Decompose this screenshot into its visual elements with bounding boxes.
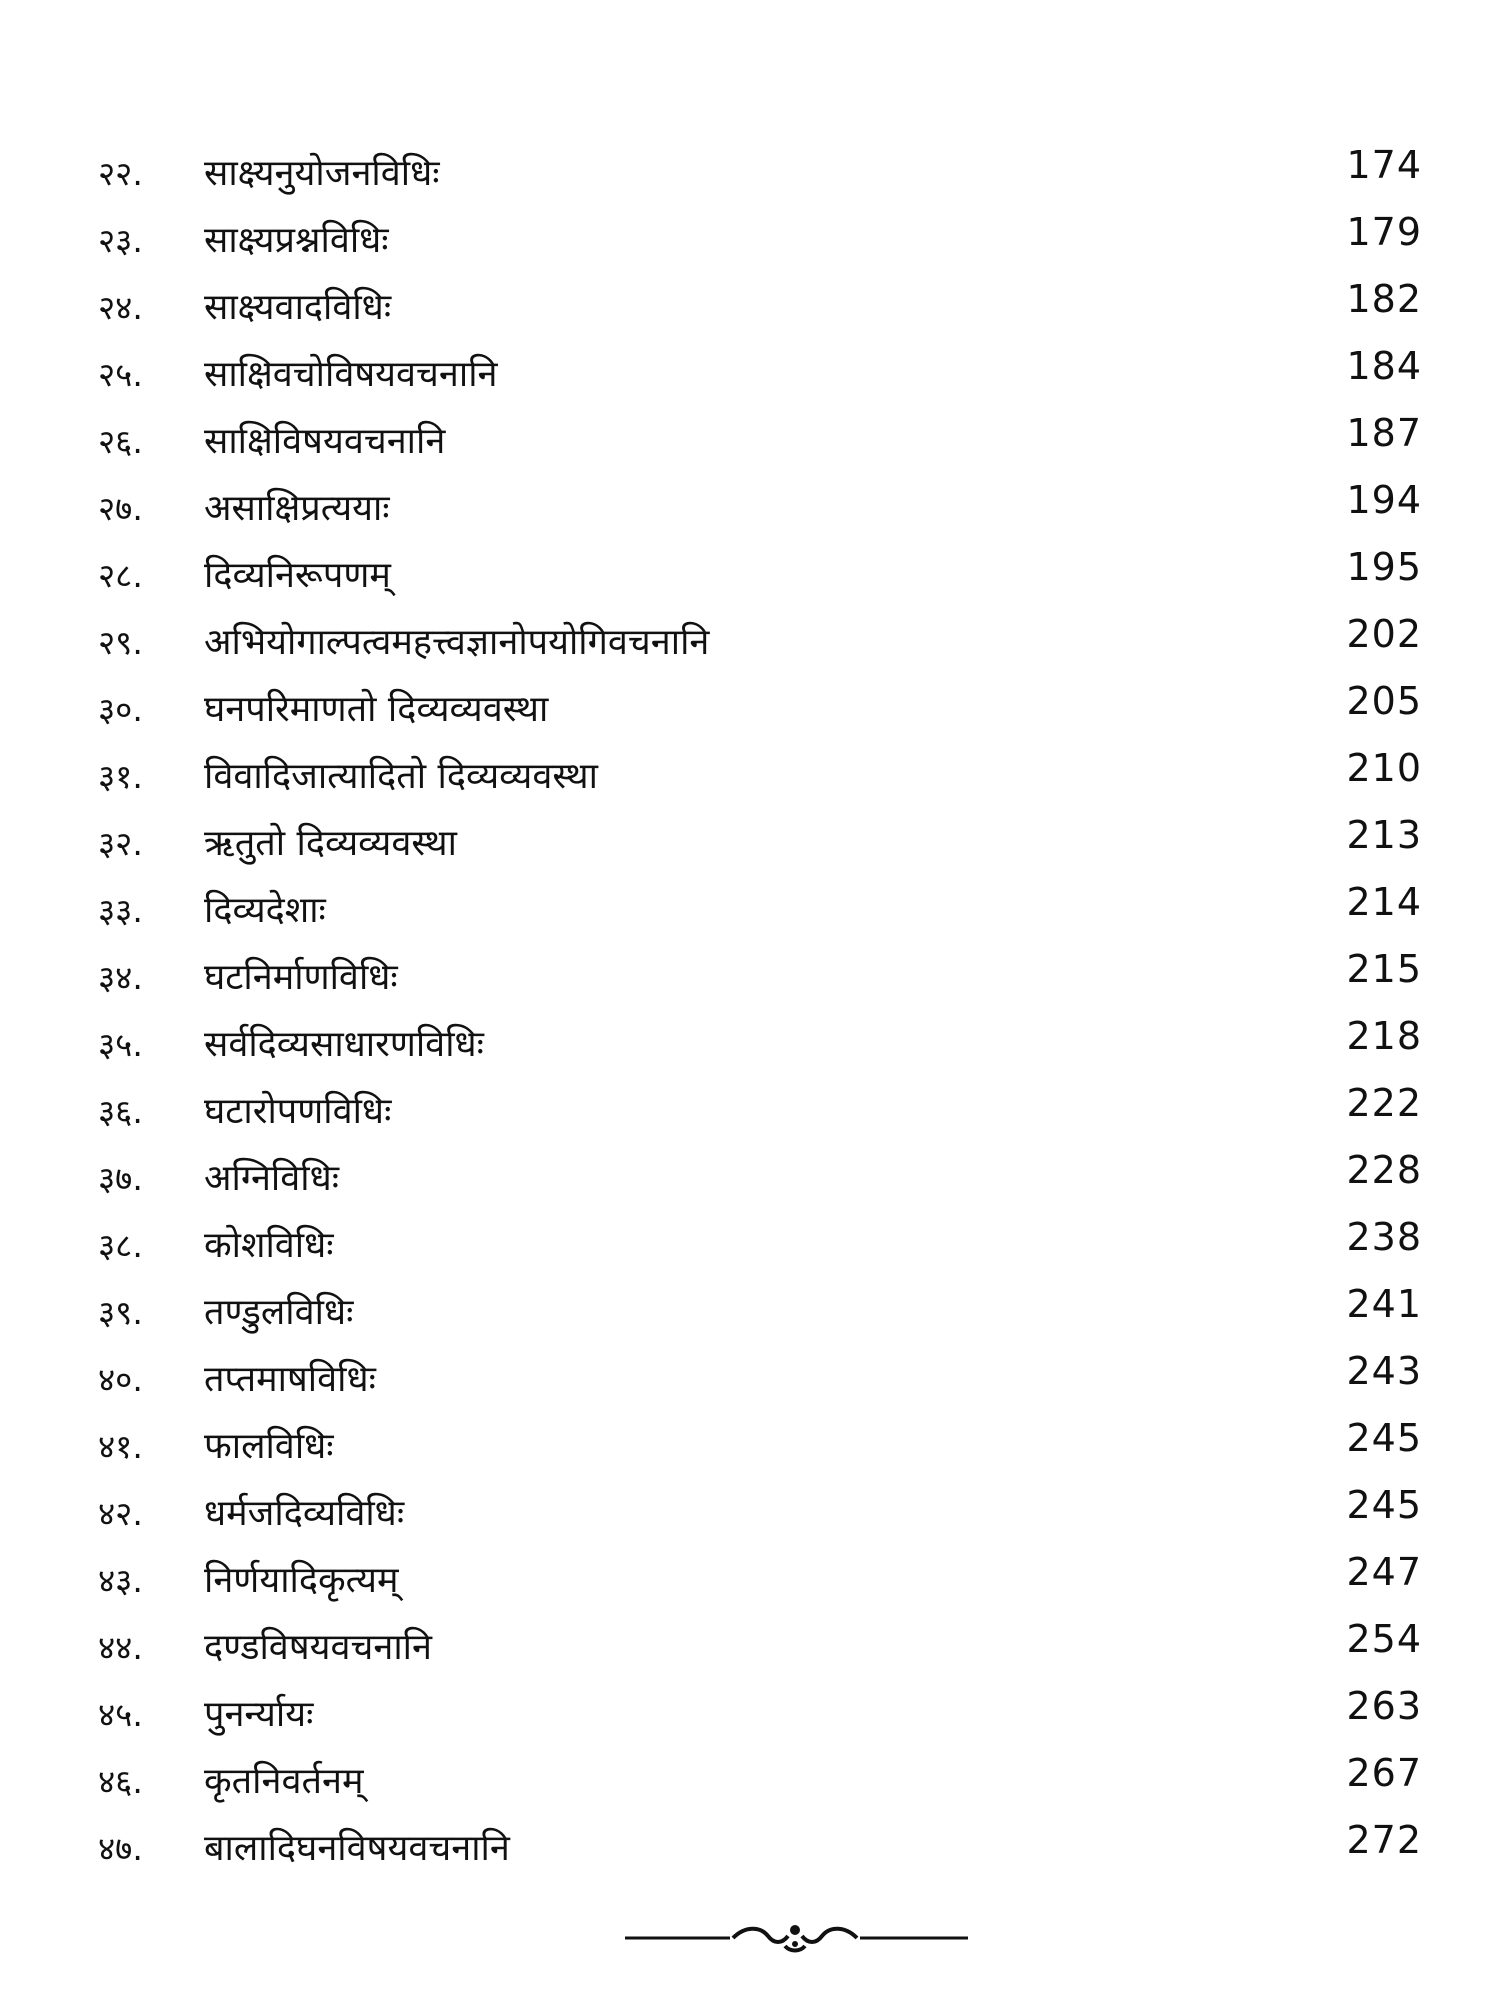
entry-title: घटारोपणविधिः bbox=[204, 1091, 392, 1132]
entry-page: 213 bbox=[1346, 813, 1422, 857]
entry-title: सर्वदिव्यसाधारणविधिः bbox=[204, 1024, 484, 1065]
toc-row bbox=[0, 140, 1500, 207]
entry-page: 243 bbox=[1346, 1349, 1422, 1393]
entry-page: 238 bbox=[1346, 1215, 1422, 1259]
entry-page: 202 bbox=[1346, 612, 1422, 656]
entry-title: फालविधिः bbox=[204, 1426, 334, 1467]
entry-title: दण्डविषयवचनानि bbox=[204, 1627, 432, 1668]
entry-number: ४३. bbox=[98, 1561, 143, 1600]
entry-title: ऋतुतो दिव्यव्यवस्था bbox=[204, 823, 457, 864]
entry-page: 179 bbox=[1346, 210, 1422, 254]
toc-row bbox=[0, 1346, 1500, 1413]
entry-page: 245 bbox=[1346, 1416, 1422, 1460]
toc-row bbox=[0, 1681, 1500, 1748]
entry-number: ३३. bbox=[98, 891, 143, 930]
entry-title: दिव्यदेशाः bbox=[204, 890, 326, 931]
decorative-flourish-icon bbox=[0, 1918, 1500, 1958]
entry-title: धर्मजदिव्यविधिः bbox=[204, 1493, 405, 1534]
entry-title: बालादिघनविषयवचनानि bbox=[204, 1828, 510, 1869]
entry-title: अग्निविधिः bbox=[204, 1158, 340, 1199]
entry-title: निर्णयादिकृत्यम् bbox=[204, 1560, 399, 1601]
entry-number: ३०. bbox=[98, 690, 143, 729]
entry-number: २७. bbox=[98, 489, 143, 528]
toc-row bbox=[0, 341, 1500, 408]
entry-number: २८. bbox=[98, 556, 143, 595]
entry-title: घनपरिमाणतो दिव्यव्यवस्था bbox=[204, 689, 549, 730]
entry-title: असाक्षिप्रत्ययाः bbox=[204, 488, 390, 529]
entry-page: 194 bbox=[1346, 478, 1422, 522]
entry-page: 214 bbox=[1346, 880, 1422, 924]
entry-page: 182 bbox=[1346, 277, 1422, 321]
entry-number: ४२. bbox=[98, 1494, 143, 1533]
entry-page: 218 bbox=[1346, 1014, 1422, 1058]
toc-row bbox=[0, 1011, 1500, 1078]
entry-number: ३७. bbox=[98, 1159, 143, 1198]
entry-number: २९. bbox=[98, 623, 143, 662]
toc-row bbox=[0, 1212, 1500, 1279]
toc-row bbox=[0, 743, 1500, 810]
entry-number: २५. bbox=[98, 355, 143, 394]
entry-page: 174 bbox=[1346, 143, 1422, 187]
entry-number: ३६. bbox=[98, 1092, 143, 1131]
toc-row bbox=[0, 1480, 1500, 1547]
entry-number: ३८. bbox=[98, 1226, 143, 1265]
toc-row bbox=[0, 1547, 1500, 1614]
entry-number: ३९. bbox=[98, 1293, 143, 1332]
entry-page: 241 bbox=[1346, 1282, 1422, 1326]
toc-row bbox=[0, 274, 1500, 341]
entry-number: ३५. bbox=[98, 1025, 143, 1064]
entry-number: २६. bbox=[98, 422, 143, 461]
toc-row bbox=[0, 1145, 1500, 1212]
entry-page: 184 bbox=[1346, 344, 1422, 388]
toc-row bbox=[0, 542, 1500, 609]
entry-page: 205 bbox=[1346, 679, 1422, 723]
entry-page: 245 bbox=[1346, 1483, 1422, 1527]
entry-page: 272 bbox=[1346, 1818, 1422, 1862]
entry-title: साक्ष्यनुयोजनविधिः bbox=[204, 153, 440, 194]
entry-title: दिव्यनिरूपणम् bbox=[204, 555, 391, 596]
entry-title: घटनिर्माणविधिः bbox=[204, 957, 398, 998]
toc-row bbox=[0, 475, 1500, 542]
entry-page: 195 bbox=[1346, 545, 1422, 589]
entry-title: तण्डुलविधिः bbox=[204, 1292, 354, 1333]
entry-number: २२. bbox=[98, 154, 143, 193]
entry-number: ३४. bbox=[98, 958, 143, 997]
toc-row bbox=[0, 1748, 1500, 1815]
toc-row bbox=[0, 609, 1500, 676]
toc-row bbox=[0, 1413, 1500, 1480]
entry-title: कोशविधिः bbox=[204, 1225, 334, 1266]
toc-row bbox=[0, 676, 1500, 743]
entry-title: पुनर्न्यायः bbox=[204, 1694, 314, 1735]
toc-row bbox=[0, 1815, 1500, 1882]
entry-title: साक्ष्यप्रश्नविधिः bbox=[204, 220, 389, 261]
table-of-contents bbox=[0, 140, 1500, 1882]
entry-title: साक्षिविषयवचनानि bbox=[204, 421, 446, 462]
entry-number: ३२. bbox=[98, 824, 143, 863]
toc-row bbox=[0, 944, 1500, 1011]
entry-title: तप्तमाषविधिः bbox=[204, 1359, 376, 1400]
entry-number: २४. bbox=[98, 288, 143, 327]
entry-page: 247 bbox=[1346, 1550, 1422, 1594]
entry-number: ३१. bbox=[98, 757, 143, 796]
toc-row bbox=[0, 1614, 1500, 1681]
entry-number: ४१. bbox=[98, 1427, 143, 1466]
entry-number: २३. bbox=[98, 221, 143, 260]
entry-title: विवादिजात्यादितो दिव्यव्यवस्था bbox=[204, 756, 598, 797]
entry-page: 215 bbox=[1346, 947, 1422, 991]
toc-row bbox=[0, 810, 1500, 877]
toc-row bbox=[0, 877, 1500, 944]
entry-page: 210 bbox=[1346, 746, 1422, 790]
toc-row bbox=[0, 1279, 1500, 1346]
entry-page: 267 bbox=[1346, 1751, 1422, 1795]
toc-row bbox=[0, 408, 1500, 475]
entry-page: 228 bbox=[1346, 1148, 1422, 1192]
toc-row bbox=[0, 207, 1500, 274]
entry-page: 187 bbox=[1346, 411, 1422, 455]
entry-title: अभियोगाल्पत्वमहत्त्वज्ञानोपयोगिवचनानि bbox=[204, 622, 710, 663]
entry-page: 222 bbox=[1346, 1081, 1422, 1125]
entry-title: साक्ष्यवादविधिः bbox=[204, 287, 392, 328]
entry-number: ४४. bbox=[98, 1628, 143, 1667]
entry-number: ४०. bbox=[98, 1360, 143, 1399]
entry-number: ४७. bbox=[98, 1829, 143, 1868]
toc-row bbox=[0, 1078, 1500, 1145]
ornament-divider bbox=[0, 1918, 1500, 1958]
entry-number: ४६. bbox=[98, 1762, 143, 1801]
entry-page: 254 bbox=[1346, 1617, 1422, 1661]
entry-title: कृतनिवर्तनम् bbox=[204, 1761, 364, 1802]
entry-number: ४५. bbox=[98, 1695, 143, 1734]
entry-title: साक्षिवचोविषयवचनानि bbox=[204, 354, 498, 395]
entry-page: 263 bbox=[1346, 1684, 1422, 1728]
